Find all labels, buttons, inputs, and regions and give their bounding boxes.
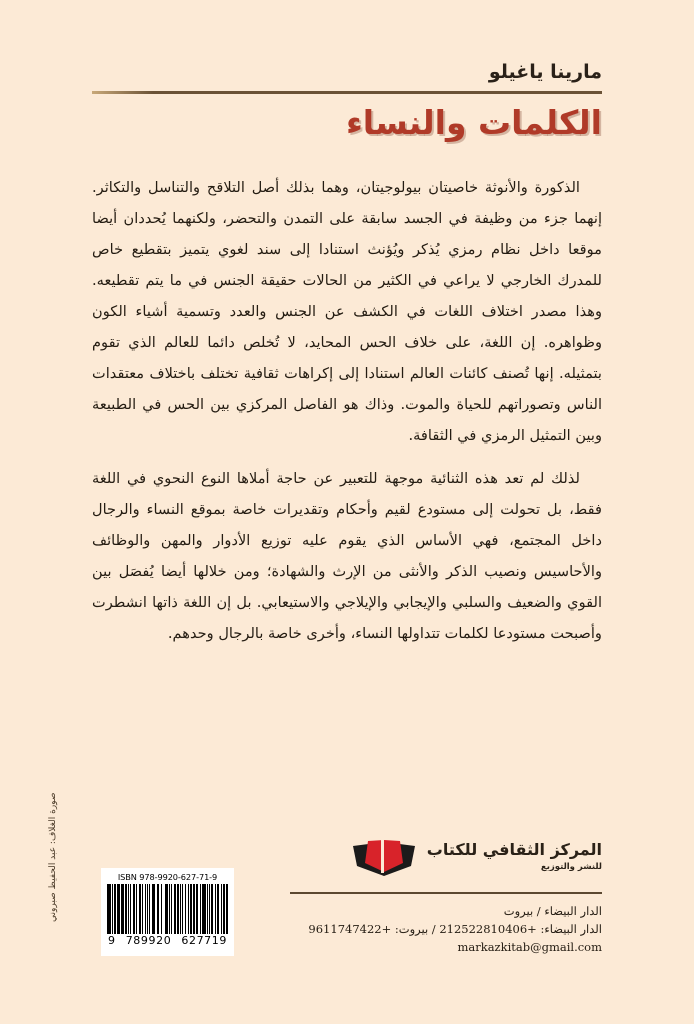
blurb-paragraph-1: الذكورة والأنوثة خاصيتان بيولوجيتان، وهما بذلك أصل التلاقح والتناسل والتكاثر. إنهما جزء من وظيفة في الجسد سابقة على التمدن والتحضر، ولكنهما يُحددان أيضا موقعا داخل نظام رمزي يُذكر ويُؤنث استنادا إلى سند لغوي يتميز بتقطيع خاص للمدرك الخارجي لا يراعي في الكثير من الحالات حقيقة الجنس في ما يتم تقطيعه. وهذا مصدر اختلاف اللغات في الكشف عن الجنس والعدد وتسمية أشياء الكون وظواهره. إن اللغة، على خلاف الحس المحايد، لا تُخلص دائما للعالم الذي تقوم بتمثيله. إنها تُصنف كائنات العالم استنادا إلى إكراهات ثقافية تختلف باختلاف معتقدات الناس وتصوراتهم للحياة والموت. وذاك هو الفاصل المركزي بين الحس في الطبيعة وبين التمثيل الرمزي في الثقافة.	[92, 179, 602, 444]
publisher-contact	[250, 902, 602, 956]
contact-email: markazkitab@gmail.com	[457, 940, 602, 954]
cover-header	[92, 62, 602, 147]
title-divider	[92, 91, 602, 94]
blurb-paragraph-2: لذلك لم تعد هذه الثنائية موجهة للتعبير عن حاجة أملاها النوع النحوي في اللغة فقط، بل تحولت إلى مستودع لقيم وأحكام وتقديرات خاصة بموقع النساء والرجال داخل المجتمع، فهي الأساس الذي يقوم عليه توزيع الأدوار والمهن والوظائف والأحاسيس ونصيب الذكر والأنثى من الإرث والشهادة؛ ومن خلالها أيضا يُفصَل بين القوي والضعيف والسلبي والإيجابي والإيلاجي والاستيعابي. بل إن اللغة ذاتها انشطرت وأصبحت مستودعا لكلمات تتداولها النساء، وأخرى خاصة بالرجال وحدهم.	[92, 470, 602, 642]
open-book-icon	[351, 832, 417, 880]
contact-line-2: الدار البيضاء: +212522810406 / بيروت: +9611747422	[308, 922, 602, 936]
contact-line-1: الدار البيضاء / بيروت	[503, 904, 602, 918]
publisher-logo-block	[351, 832, 602, 880]
book-title: الكلمات والنساء	[345, 102, 602, 142]
author-name: مارينا ياغيلو	[488, 61, 602, 83]
isbn-barcode	[101, 868, 234, 956]
publisher-name: المركز الثقافي للكتاب	[426, 839, 602, 859]
blurb-text	[92, 172, 602, 649]
barcode-digit-group-2: 789920	[125, 934, 172, 947]
barcode-bars	[107, 884, 228, 934]
cover-image-credit	[48, 582, 68, 922]
barcode-digit-group-1: 9	[108, 934, 116, 947]
cover-image-credit-text: صورة الغلاف: عبد الحفيظ صبروني	[48, 792, 58, 922]
publisher-subtitle: للنشر والتوزيع	[540, 862, 602, 873]
barcode-digit-group-3: 627719	[181, 934, 227, 947]
barcode-digits	[107, 934, 228, 947]
publisher-logo-text	[427, 840, 602, 872]
cover-footer	[0, 820, 694, 1024]
footer-divider	[290, 892, 602, 894]
isbn-label: ISBN 978-9920-627-71-9	[117, 872, 218, 882]
